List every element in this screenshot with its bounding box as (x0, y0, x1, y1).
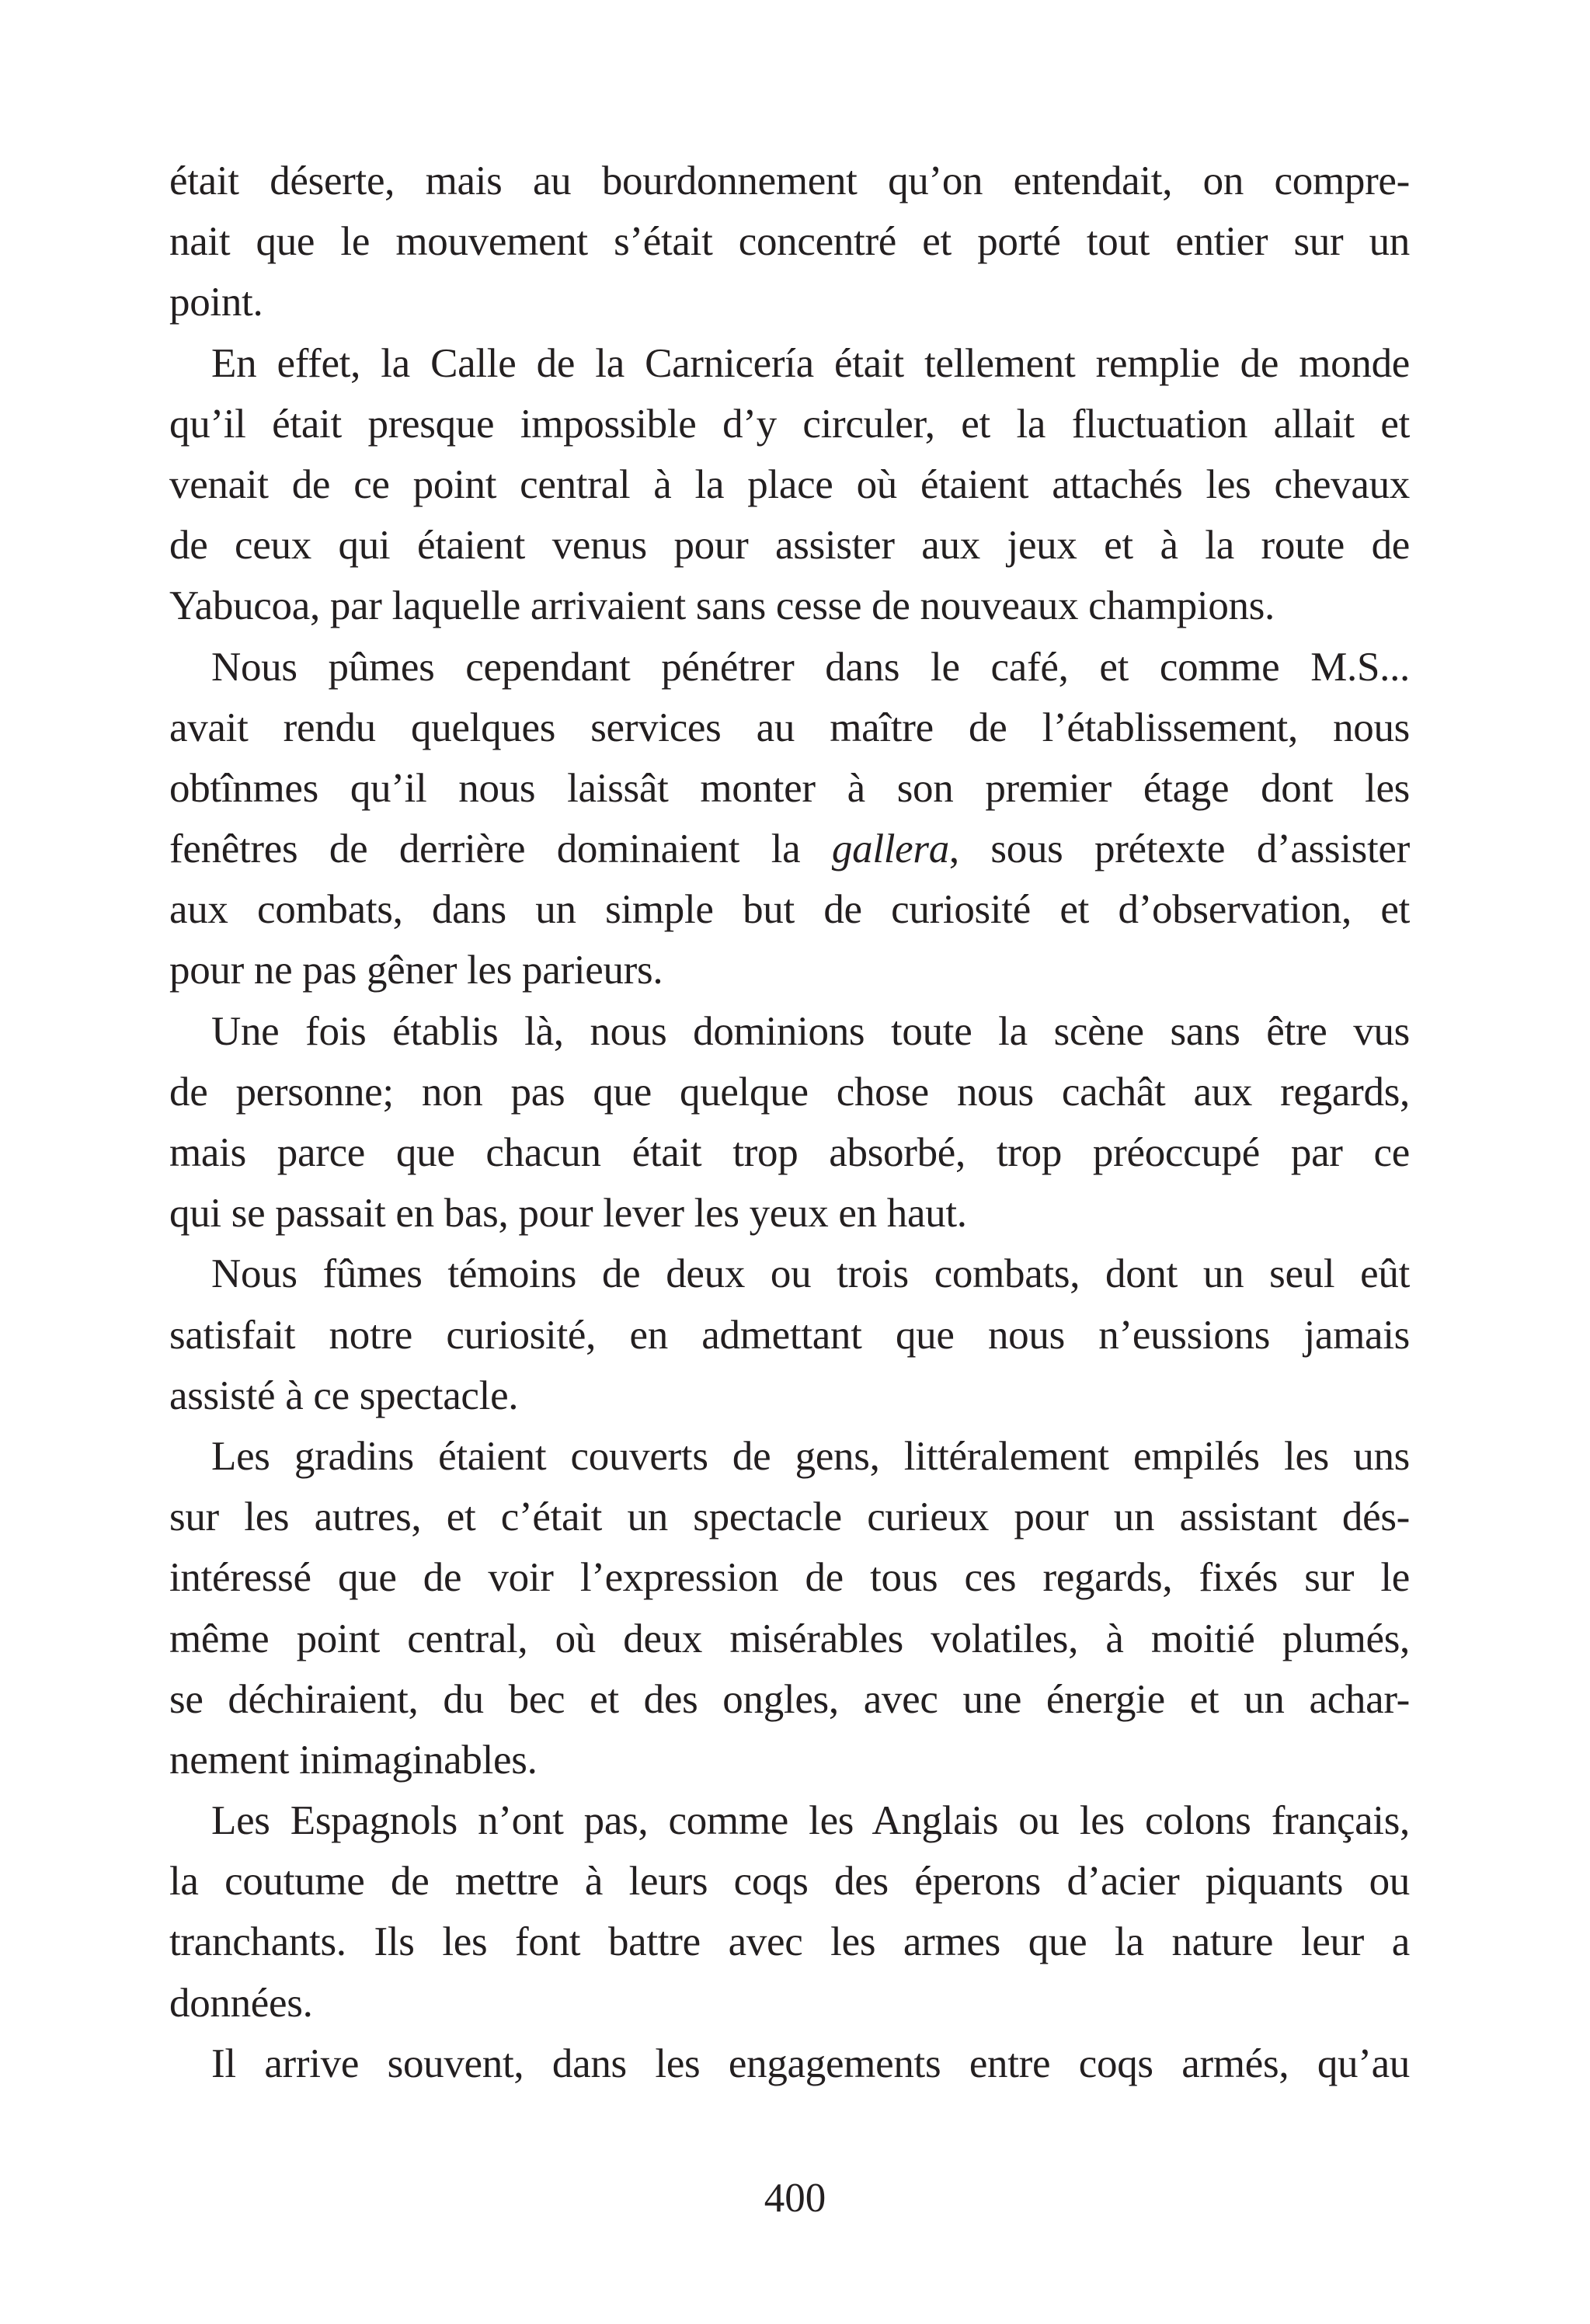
text-line: Les gradins étaient couverts de gens, littéralement empilés les uns (211, 1433, 1410, 1479)
text-line: aux combats, dans un simple but de curiosité et d’observation, et (169, 887, 1410, 933)
text-line (169, 819, 1410, 879)
text-line: données. (169, 1980, 313, 2026)
text-line: tranchants. Ils les font battre avec les armes que la nature leur a (169, 1919, 1410, 1965)
text-line: En effet, la Calle de la Carnicería était tellement remplie de monde (211, 340, 1410, 386)
text-line: point. (169, 280, 263, 325)
text-line: qui se passait en bas, pour lever les yeux en haut. (169, 1191, 967, 1237)
italic-term: gallera (831, 826, 949, 872)
text-line: la coutume de mettre à leurs coqs des éperons d’acier piquants ou (169, 1859, 1410, 1905)
text-line: Nous fûmes témoins de deux ou trois combats, dont un seul eût (211, 1251, 1410, 1297)
text-line: Les Espagnols n’ont pas, comme les Anglais ou les colons français, (211, 1798, 1410, 1844)
text-segment: fenêtres de derrière dominaient la (169, 826, 832, 872)
text-line: Nous pûmes cependant pénétrer dans le café, et comme M.S... (211, 644, 1410, 690)
text-line: de personne; non pas que quelque chose nous cachât aux regards, (169, 1069, 1410, 1115)
text-line: nait que le mouvement s’était concentré et porté tout entier sur un (169, 219, 1410, 265)
text-line: avait rendu quelques services au maître de l’établissement, nous (169, 705, 1410, 750)
text-line: satisfait notre curiosité, en admettant que nous n’eussions jamais (169, 1312, 1410, 1358)
text-line: Une fois établis là, nous dominions toute la scène sans être vus (211, 1008, 1410, 1054)
text-line: assisté à ce spectacle. (169, 1372, 519, 1418)
text-line: même point central, où deux misérables volatiles, à moitié plumés, (169, 1616, 1410, 1661)
text-line: Yabucoa, par laquelle arrivaient sans cesse de nouveaux champions. (169, 583, 1275, 629)
text-line: pour ne pas gêner les parieurs. (169, 948, 663, 993)
text-line: obtînmes qu’il nous laissât monter à son premier étage dont les (169, 765, 1410, 811)
text-line: de ceux qui étaient venus pour assister aux jeux et à la route de (169, 523, 1410, 569)
text-line: était déserte, mais au bourdonnement qu’on entendait, on compre- (169, 158, 1410, 204)
text-line: se déchiraient, du bec et des ongles, avec une énergie et un achar- (169, 1676, 1410, 1722)
text-segment: , sous prétexte d’assister (948, 826, 1410, 872)
page-number: 400 (764, 2176, 826, 2221)
page-body-text (169, 151, 1410, 2094)
text-line: mais parce que chacun était trop absorbé, trop préoccupé par ce (169, 1130, 1410, 1175)
text-line: venait de ce point central à la place où étaient attachés les chevaux (169, 461, 1410, 507)
text-line: qu’il était presque impossible d’y circuler, et la fluctuation allait et (169, 401, 1410, 447)
text-line: intéressé que de voir l’expression de tous ces regards, fixés sur le (169, 1555, 1410, 1601)
text-line: nement inimaginables. (169, 1737, 538, 1783)
text-line: Il arrive souvent, dans les engagements entre coqs armés, qu’au (211, 2040, 1410, 2086)
text-line: sur les autres, et c’était un spectacle curieux pour un assistant dés- (169, 1494, 1410, 1540)
